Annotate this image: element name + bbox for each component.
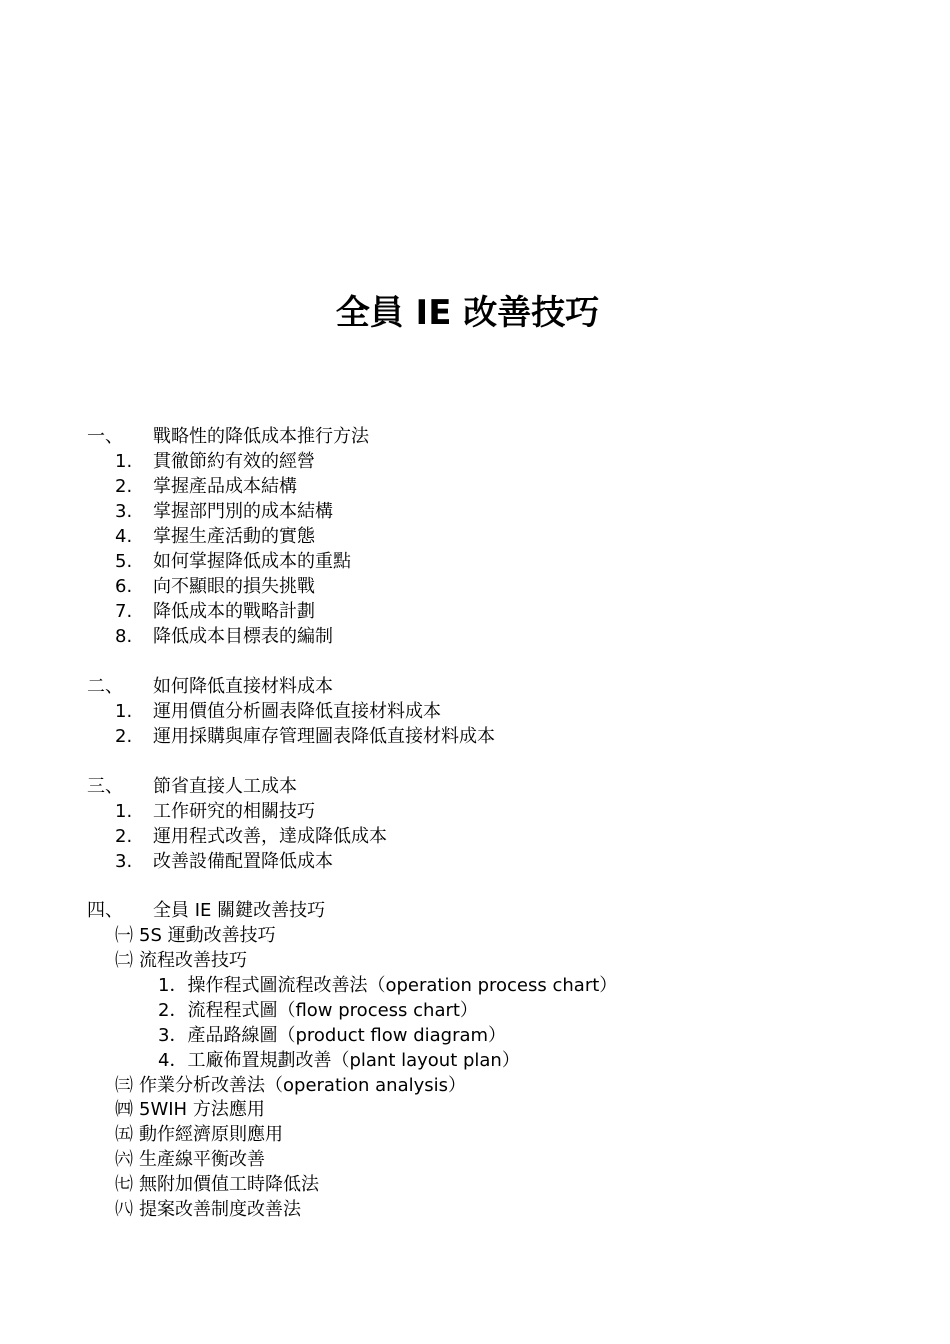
section-heading: 節省直接人工成本 [153,776,297,797]
sub-item-marker: ㈡ [115,950,133,971]
item-number: 2. [115,476,133,497]
list-item: 如何掌握降低成本的重點 [153,551,351,572]
nested-item: 2．流程程式圖（flow process chart） [158,1000,478,1021]
item-number: 6. [115,576,133,597]
list-item: 運用採購與庫存管理圖表降低直接材料成本 [153,726,495,747]
sub-item-marker: ㈤ [115,1124,133,1145]
sub-item-marker: ㈠ [115,925,133,946]
item-number: 1. [115,801,133,822]
sub-item: 5S 運動改善技巧 [139,925,276,946]
list-item: 掌握部門別的成本結構 [153,501,333,522]
section-marker: 一、 [87,426,123,447]
list-item: 向不顯眼的損失挑戰 [153,576,315,597]
section-heading: 全員 IE 關鍵改善技巧 [153,900,326,921]
list-item: 降低成本的戰略計劃 [153,601,315,622]
item-number: 3. [115,851,133,872]
nested-item: 4．工廠佈置規劃改善（plant layout plan） [158,1050,520,1071]
item-number: 5. [115,551,133,572]
sub-item-marker: ㈧ [115,1199,133,1220]
sub-item: 5WIH 方法應用 [139,1099,265,1120]
list-item: 貫徹節約有效的經營 [153,451,315,472]
item-number: 2. [115,826,133,847]
list-item: 工作研究的相關技巧 [153,801,315,822]
sub-item: 生產線平衡改善 [139,1149,265,1170]
list-item: 掌握產品成本結構 [153,476,297,497]
item-number: 3. [115,501,133,522]
item-number: 7. [115,601,133,622]
section-heading: 戰略性的降低成本推行方法 [153,426,369,447]
list-item: 運用價值分析圖表降低直接材料成本 [153,701,441,722]
nested-item: 1．操作程式圖流程改善法（operation process chart） [158,975,618,996]
item-number: 1. [115,701,133,722]
item-number: 2. [115,726,133,747]
sub-item: 無附加價值工時降低法 [139,1174,319,1195]
list-item: 運用程式改善，達成降低成本 [153,826,387,847]
sub-item-marker: ㈣ [115,1099,133,1120]
nested-item: 3．產品路線圖（product flow diagram） [158,1025,507,1046]
sub-item-marker: ㈥ [115,1149,133,1170]
section-marker: 四、 [87,900,123,921]
sub-item: 作業分析改善法（operation analysis） [139,1075,467,1096]
sub-item-marker: ㈢ [115,1075,133,1096]
list-item: 降低成本目標表的編制 [153,626,333,647]
section-marker: 三、 [87,776,123,797]
document-title: 全員 IE 改善技巧 [335,293,600,333]
list-item: 改善設備配置降低成本 [153,851,333,872]
section-heading: 如何降低直接材料成本 [153,676,333,697]
list-item: 掌握生產活動的實態 [153,526,315,547]
sub-item: 提案改善制度改善法 [139,1199,301,1220]
item-number: 8. [115,626,133,647]
section-marker: 二、 [87,676,123,697]
sub-item: 流程改善技巧 [139,950,247,971]
sub-item: 動作經濟原則應用 [139,1124,283,1145]
sub-item-marker: ㈦ [115,1174,133,1195]
item-number: 4. [115,526,133,547]
item-number: 1. [115,451,133,472]
